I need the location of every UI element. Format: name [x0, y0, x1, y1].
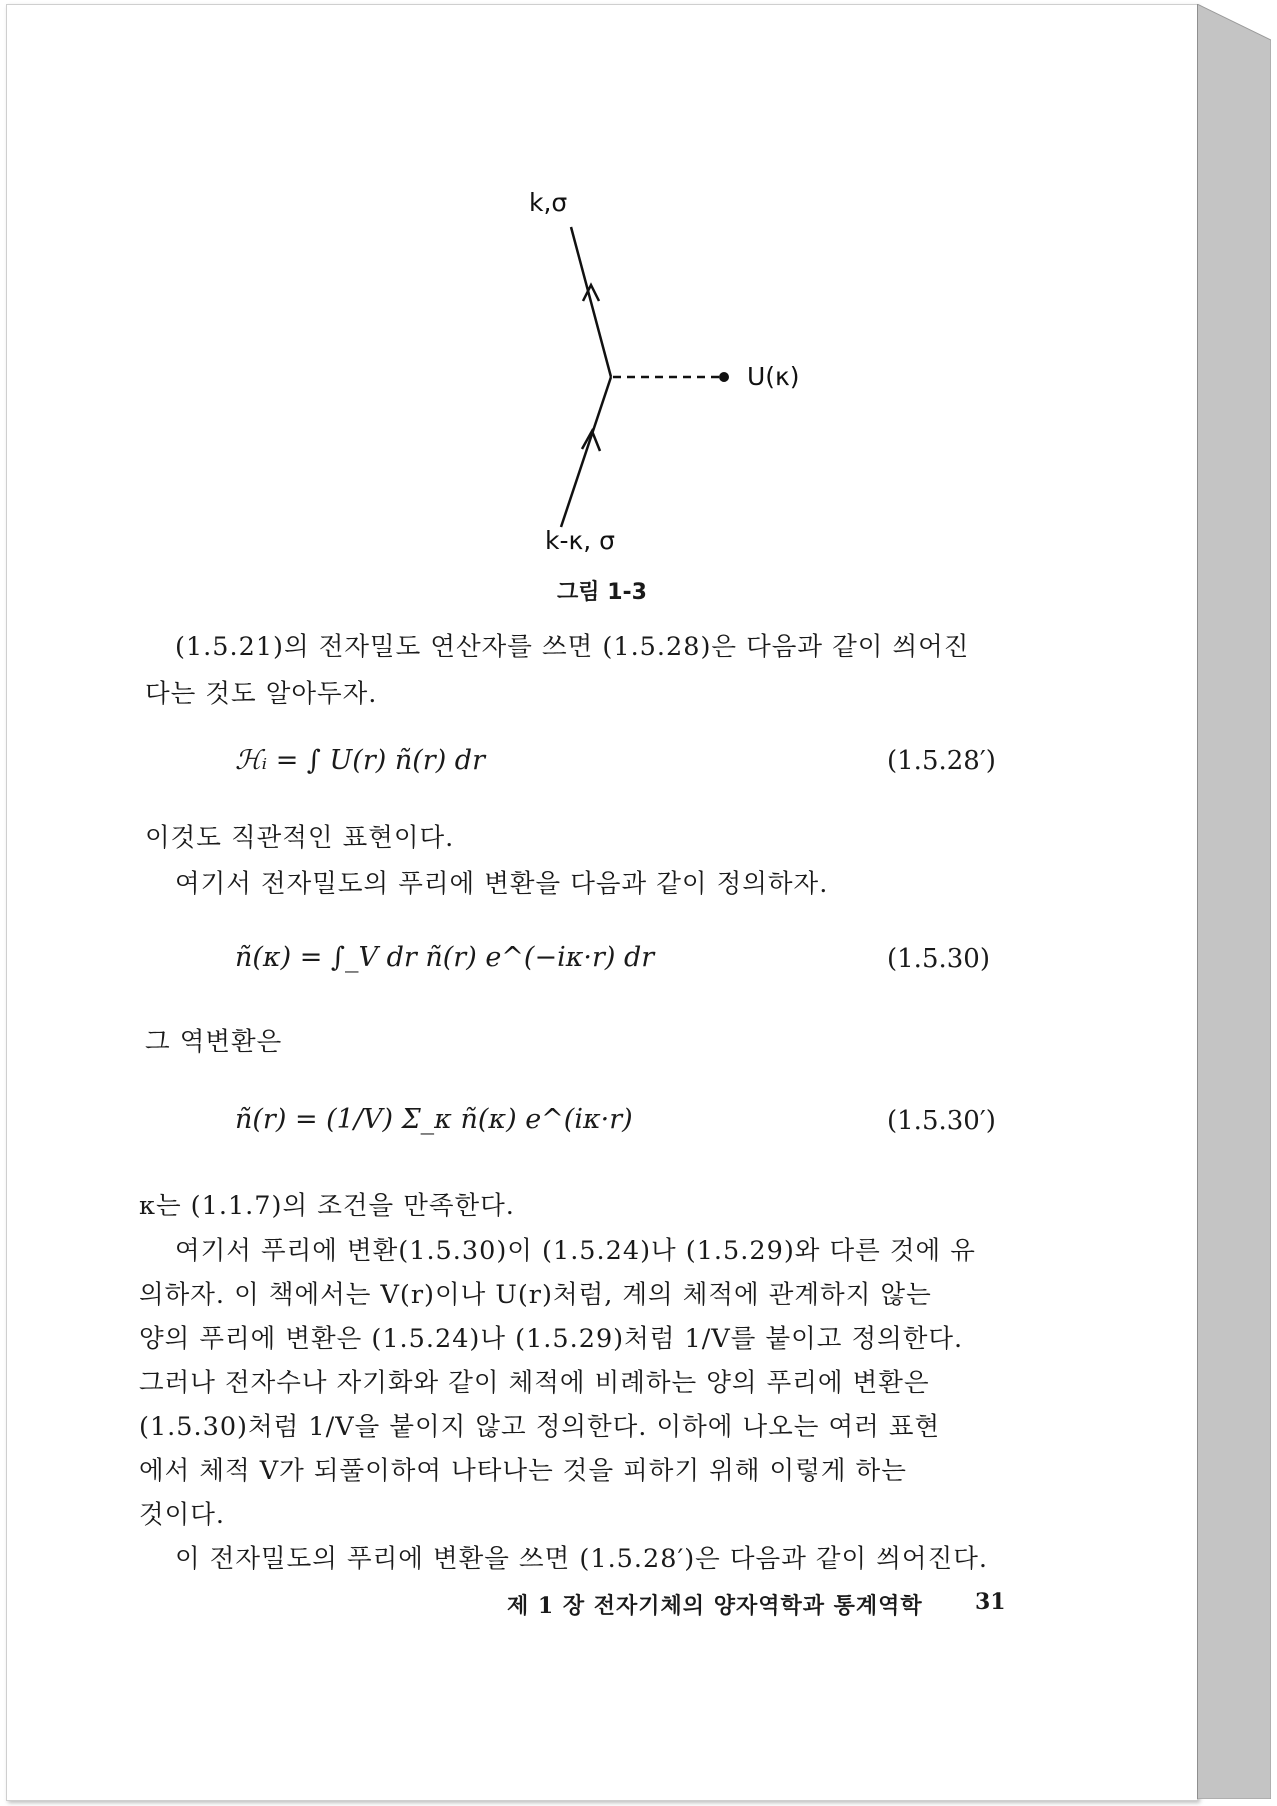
paragraph-line: 에서 체적 V가 되풀이하여 나타나는 것을 피하기 위해 이렇게 하는: [139, 1456, 907, 1486]
paragraph-line: 것이다.: [139, 1500, 226, 1530]
paragraph-line: 그 역변환은: [145, 1027, 283, 1057]
paragraph-line: 의하자. 이 책에서는 V(r)이나 U(r)처럼, 계의 체적에 관계하지 않는: [139, 1280, 932, 1310]
potential-vertex: [719, 372, 729, 382]
paragraph-line: 이 전자밀도의 푸리에 변환을 쓰면 (1.5.28′)은 다음과 같이 씌어진다.: [175, 1544, 988, 1574]
book-page: [6, 4, 1198, 1801]
label-k-minus-kappa-sigma: k-κ, σ: [545, 526, 615, 555]
equation-1-5-30-prime: ñ(r) = (1/V) Σ_κ ñ(κ) e^(iκ·r): [235, 1104, 633, 1135]
arrow-up-icon: [582, 431, 600, 451]
paragraph-line: 이것도 직관적인 표현이다.: [145, 823, 455, 853]
equation-number: (1.5.30′): [887, 1106, 996, 1136]
paragraph-line: 다는 것도 알아두자.: [145, 679, 378, 709]
paragraph-line: 양의 푸리에 변환은 (1.5.24)나 (1.5.29)처럼 1/V를 붙이고 정의한다.: [139, 1324, 964, 1354]
paragraph-line: κ는 (1.1.7)의 조건을 만족한다.: [139, 1191, 515, 1221]
incoming-electron-line: [561, 377, 611, 527]
equation-1-5-30: ñ(κ) = ∫_V dr ñ(r) e^(−iκ·r) dr: [235, 942, 655, 973]
equation-number: (1.5.30): [887, 944, 990, 974]
figure-caption: 그림 1-3: [557, 580, 647, 605]
page-number: 31: [975, 1589, 1006, 1615]
paragraph-line: 여기서 전자밀도의 푸리에 변환을 다음과 같이 정의하자.: [175, 869, 829, 899]
paragraph-line: (1.5.30)처럼 1/V을 붙이지 않고 정의한다. 이하에 나오는 여러 표현: [139, 1412, 941, 1442]
paragraph-line: 그러나 전자수나 자기화와 같이 체적에 비례하는 양의 푸리에 변환은: [139, 1368, 930, 1398]
chapter-footer: 제 1 장 전자기체의 양자역학과 통계역학: [507, 1593, 923, 1619]
equation-number: (1.5.28′): [887, 746, 996, 776]
outgoing-electron-line: [571, 227, 611, 377]
book-edge: [1197, 4, 1271, 1799]
label-u-kappa: U(κ): [747, 362, 800, 391]
feynman-diagram: [487, 185, 827, 575]
equation-1-5-28-prime: ℋᵢ = ∫ U(r) ñ(r) dr: [235, 745, 486, 776]
label-k-sigma: k,σ: [529, 188, 568, 217]
paragraph-line: 여기서 푸리에 변환(1.5.30)이 (1.5.24)나 (1.5.29)와 다른 것에 유: [175, 1236, 976, 1266]
paragraph-line: (1.5.21)의 전자밀도 연산자를 쓰면 (1.5.28)은 다음과 같이 씌어진: [175, 632, 970, 662]
